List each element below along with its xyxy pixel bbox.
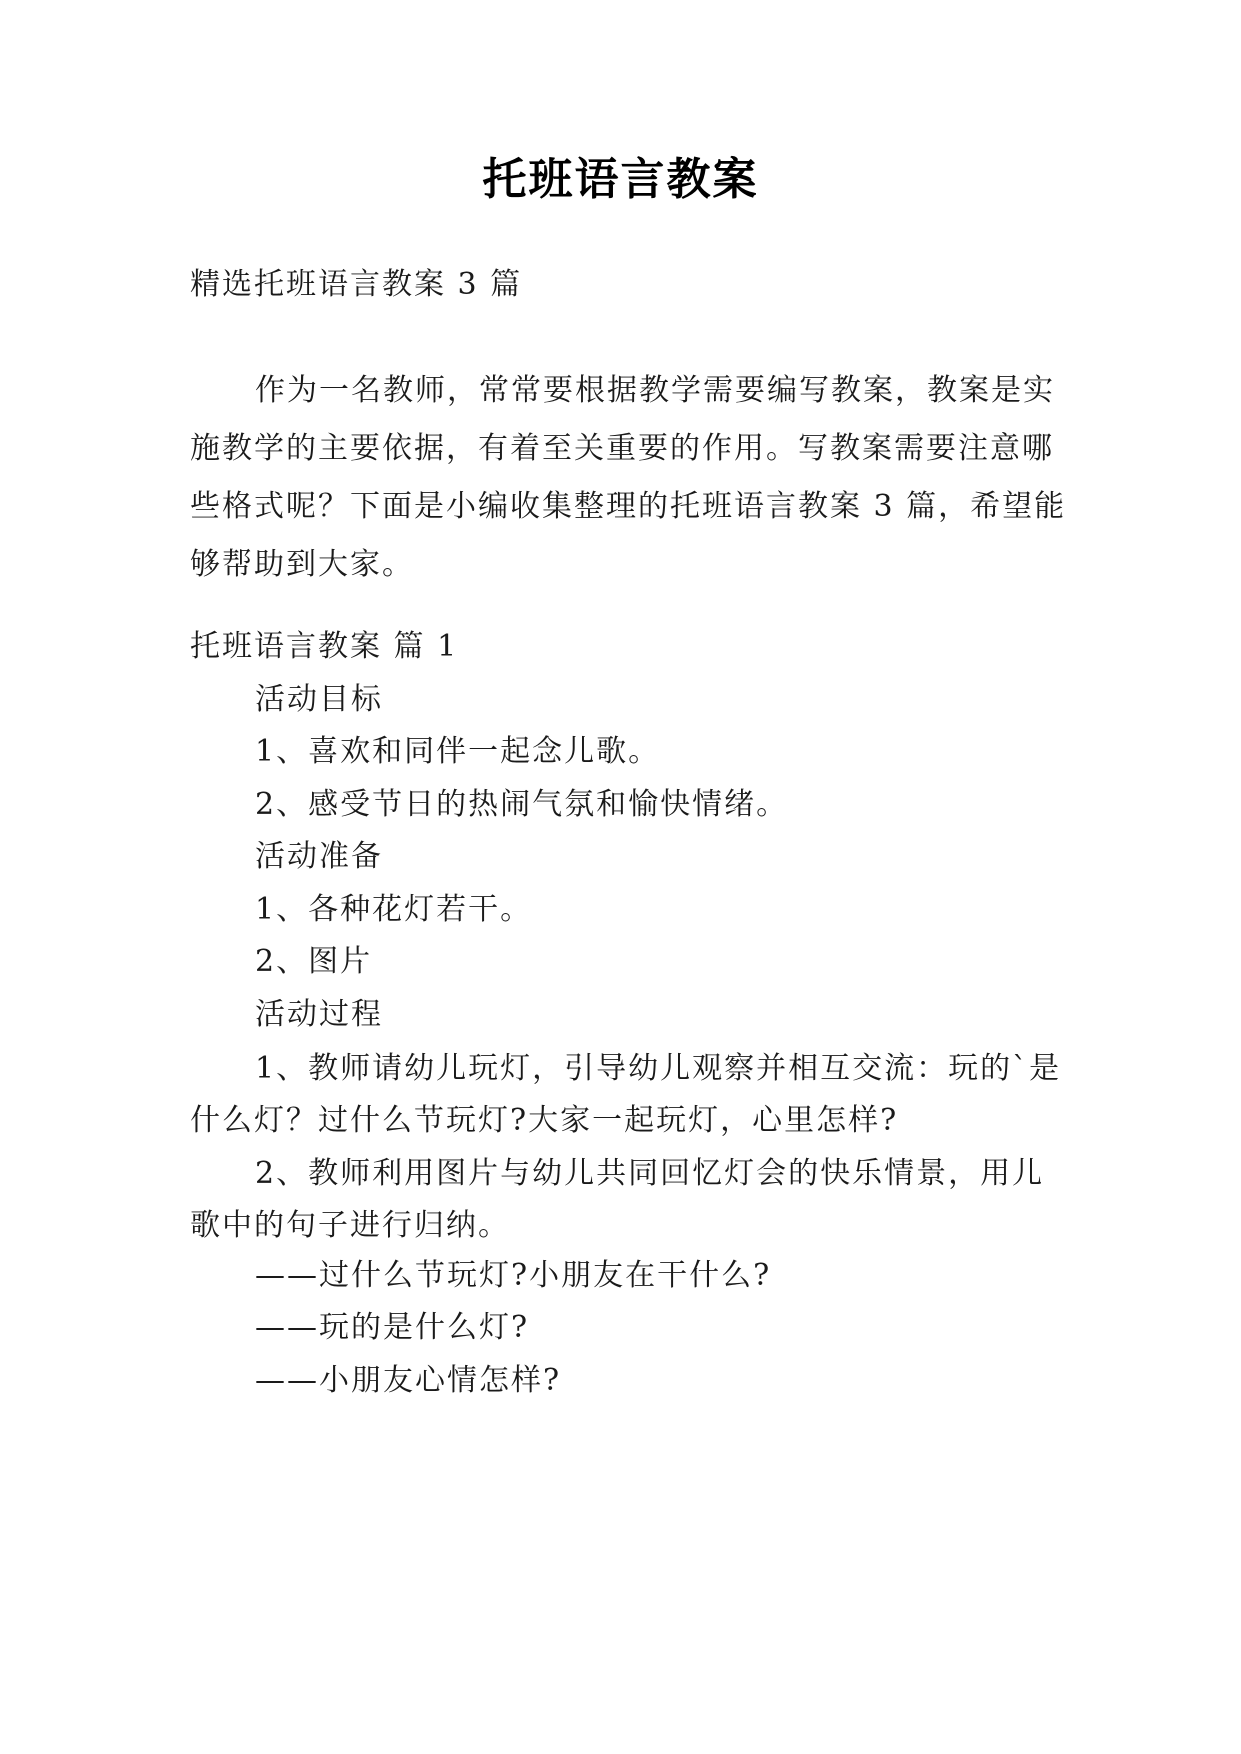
prep-item-2: 2、图片 <box>255 944 373 979</box>
document-title: 托班语言教案 <box>482 154 759 205</box>
dialog-line-2: ——玩的是什么灯? <box>255 1310 530 1345</box>
document-subtitle: 精选托班语言教案 3 篇 <box>190 267 523 302</box>
process-paragraph-1: 1、教师请幼儿玩灯，引导幼儿观察并相互交流：玩的`是什么灯？过什么节玩灯?大家一起玩灯，心里怎样? <box>190 1051 1062 1138</box>
process-paragraph-2: 2、教师利用图片与幼儿共同回忆灯会的快乐情景，用儿歌中的句子进行归纳。 <box>190 1156 1045 1243</box>
intro-paragraph: 作为一名教师，常常要根据教学需要编写教案，教案是实施教学的主要依据，有着至关重要的作用。写教案需要注意哪些格式呢？下面是小编收集整理的托班语言教案 3 篇，希望能够帮助到大家。 <box>190 373 1067 582</box>
dialog-line-3: ——小朋友心情怎样? <box>255 1363 562 1398</box>
section-heading: 托班语言教案 篇 1 <box>190 629 459 664</box>
dialog-line-1: ——过什么节玩灯?小朋友在干什么? <box>255 1258 772 1293</box>
prep-item-1: 1、各种花灯若干。 <box>255 892 533 927</box>
heading-activity-prep: 活动准备 <box>255 839 383 874</box>
goal-item-2: 2、感受节日的热闹气氛和愉快情绪。 <box>255 787 789 822</box>
heading-activity-process: 活动过程 <box>255 997 383 1032</box>
goal-item-1: 1、喜欢和同伴一起念儿歌。 <box>255 734 661 769</box>
heading-activity-goals: 活动目标 <box>255 682 383 717</box>
